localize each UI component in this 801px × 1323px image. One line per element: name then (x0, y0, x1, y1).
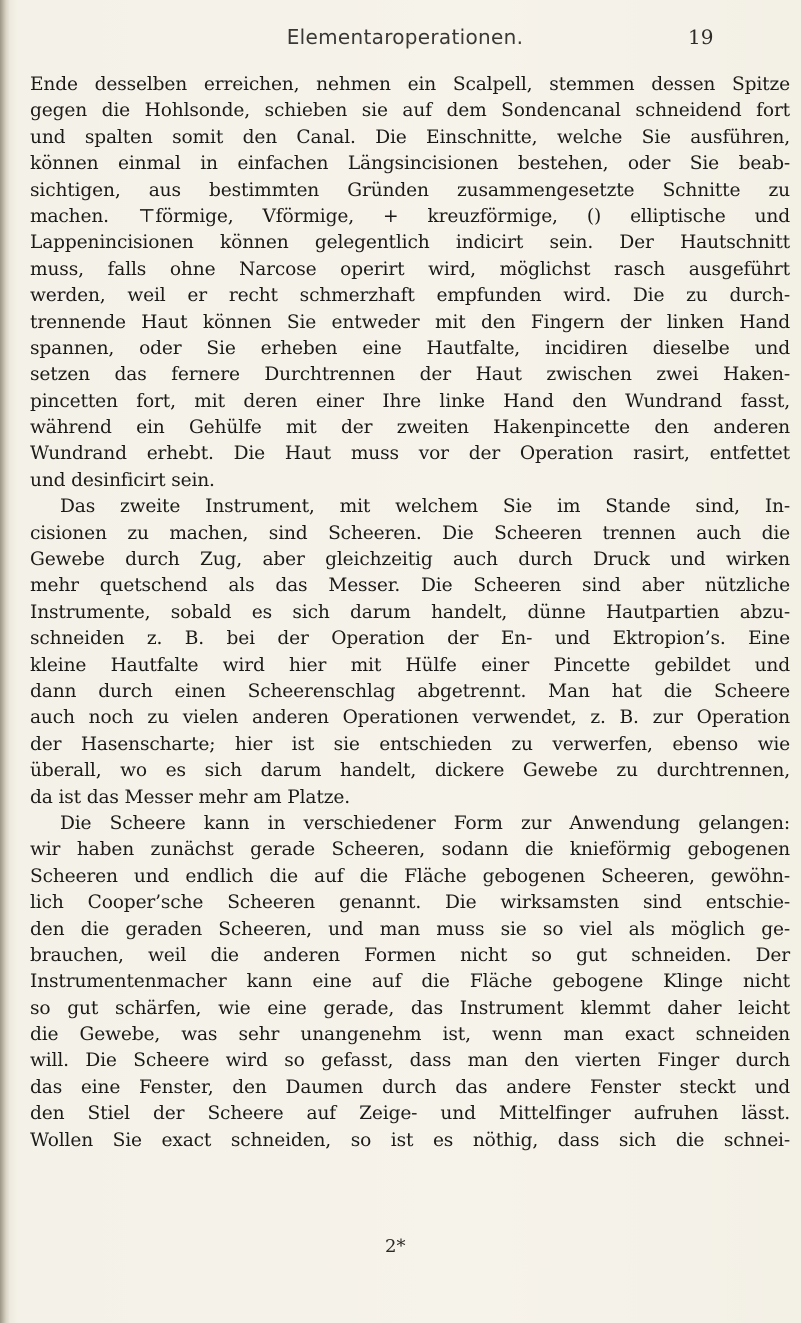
text-line: da ist das Messer mehr am Platze. (30, 786, 350, 808)
signature-mark: 2* (385, 1236, 406, 1257)
text-line: werden, weil er recht schmerzhaft empfunden wird. Die zu durch- (30, 285, 790, 307)
running-title: Elementaroperationen. (286, 25, 524, 49)
text-line: überall, wo es sich darum handelt, dickere Gewebe zu durchtrennen, (30, 760, 790, 782)
text-line: Wollen Sie exact schneiden, so ist es nöthig, dass sich die schnei- (30, 1129, 790, 1151)
text-line: so gut schärfen, wie eine gerade, das Instrument klemmt daher leicht (30, 997, 790, 1019)
text-line: Wundrand erhebt. Die Haut muss vor der Operation rasirt, entfettet (30, 443, 790, 465)
text-line: Die Scheere kann in verschiedener Form zur Anwendung gelangen: (60, 812, 790, 834)
text-line: muss, falls ohne Narcose operirt wird, möglichst rasch ausgeführt (30, 258, 790, 280)
text-line: brauchen, weil die anderen Formen nicht so gut schneiden. Der (30, 944, 790, 966)
page-number: 19 (688, 25, 714, 49)
text-line: Instrumente, sobald es sich darum handelt, dünne Hautpartien abzu- (30, 601, 790, 623)
text-line: während ein Gehülfe mit der zweiten Hakenpincette den anderen (30, 417, 790, 439)
text-line: schneiden z. B. bei der Operation der En- und Ektropion’s. Eine (30, 628, 790, 650)
page-header (0, 25, 801, 65)
text-line: dann durch einen Scheerenschlag abgetrennt. Man hat die Scheere (30, 680, 790, 702)
text-line: wir haben zunächst gerade Scheeren, sodann die knieförmig gebogenen (30, 839, 790, 861)
page-gutter-shadow (0, 0, 10, 1323)
text-line: das eine Fenster, den Daumen durch das andere Fenster steckt und (30, 1076, 790, 1098)
text-line: Gewebe durch Zug, aber gleichzeitig auch durch Druck und wirken (30, 549, 790, 571)
text-line: machen. ⊤förmige, Vförmige, + kreuzförmige, () elliptische und (30, 205, 790, 227)
text-line: Lappenincisionen können gelegentlich indicirt sein. Der Hautschnitt (30, 232, 790, 254)
text-line: Scheeren und endlich die auf die Fläche gebogenen Scheeren, gewöhn- (30, 865, 790, 887)
text-line: auch noch zu vielen anderen Operationen verwendet, z. B. zur Operation (30, 707, 790, 729)
text-line: kleine Hautfalte wird hier mit Hülfe einer Pincette gebildet und (30, 654, 790, 676)
text-line: mehr quetschend als das Messer. Die Scheeren sind aber nützliche (30, 575, 790, 597)
text-line: Ende desselben erreichen, nehmen ein Scalpell, stemmen dessen Spitze (30, 74, 790, 95)
text-line: den Stiel der Scheere auf Zeige- und Mittelfinger aufruhen lässt. (30, 1103, 790, 1125)
text-line: können einmal in einfachen Längsincisionen bestehen, oder Sie beab- (30, 153, 790, 175)
text-line: gegen die Hohlsonde, schieben sie auf dem Sondencanal schneidend fort (30, 100, 790, 122)
text-line: Instrumentenmacher kann eine auf die Fläche gebogene Klinge nicht (30, 971, 790, 993)
text-line: will. Die Scheere wird so gefasst, dass man den vierten Finger durch (30, 1050, 790, 1072)
text-line: der Hasenscharte; hier ist sie entschieden zu verwerfen, ebenso wie (30, 733, 790, 755)
text-line: pincetten fort, mit deren einer Ihre linke Hand den Wundrand fasst, (30, 390, 790, 412)
text-line: lich Cooper’sche Scheeren genannt. Die wirksamsten sind entschie- (30, 892, 790, 914)
text-line: setzen das fernere Durchtrennen der Haut zwischen zwei Haken- (30, 364, 790, 386)
text-line: Das zweite Instrument, mit welchem Sie im Stande sind, In- (60, 496, 790, 518)
text-line: cisionen zu machen, sind Scheeren. Die Scheeren trennen auch die (30, 522, 790, 544)
text-line: sichtigen, aus bestimmten Gründen zusammengesetzte Schnitte zu (30, 179, 790, 201)
body-text (30, 72, 790, 1154)
text-line: trennende Haut können Sie entweder mit den Fingern der linken Hand (30, 311, 790, 333)
text-line: die Gewebe, was sehr unangenehm ist, wenn man exact schneiden (30, 1024, 790, 1046)
text-line: und desinficirt sein. (30, 469, 215, 491)
text-line: den die geraden Scheeren, und man muss sie so viel als möglich ge- (30, 918, 790, 940)
text-line: und spalten somit den Canal. Die Einschnitte, welche Sie ausführen, (30, 126, 790, 148)
text-line: spannen, oder Sie erheben eine Hautfalte, incidiren dieselbe und (30, 337, 790, 359)
